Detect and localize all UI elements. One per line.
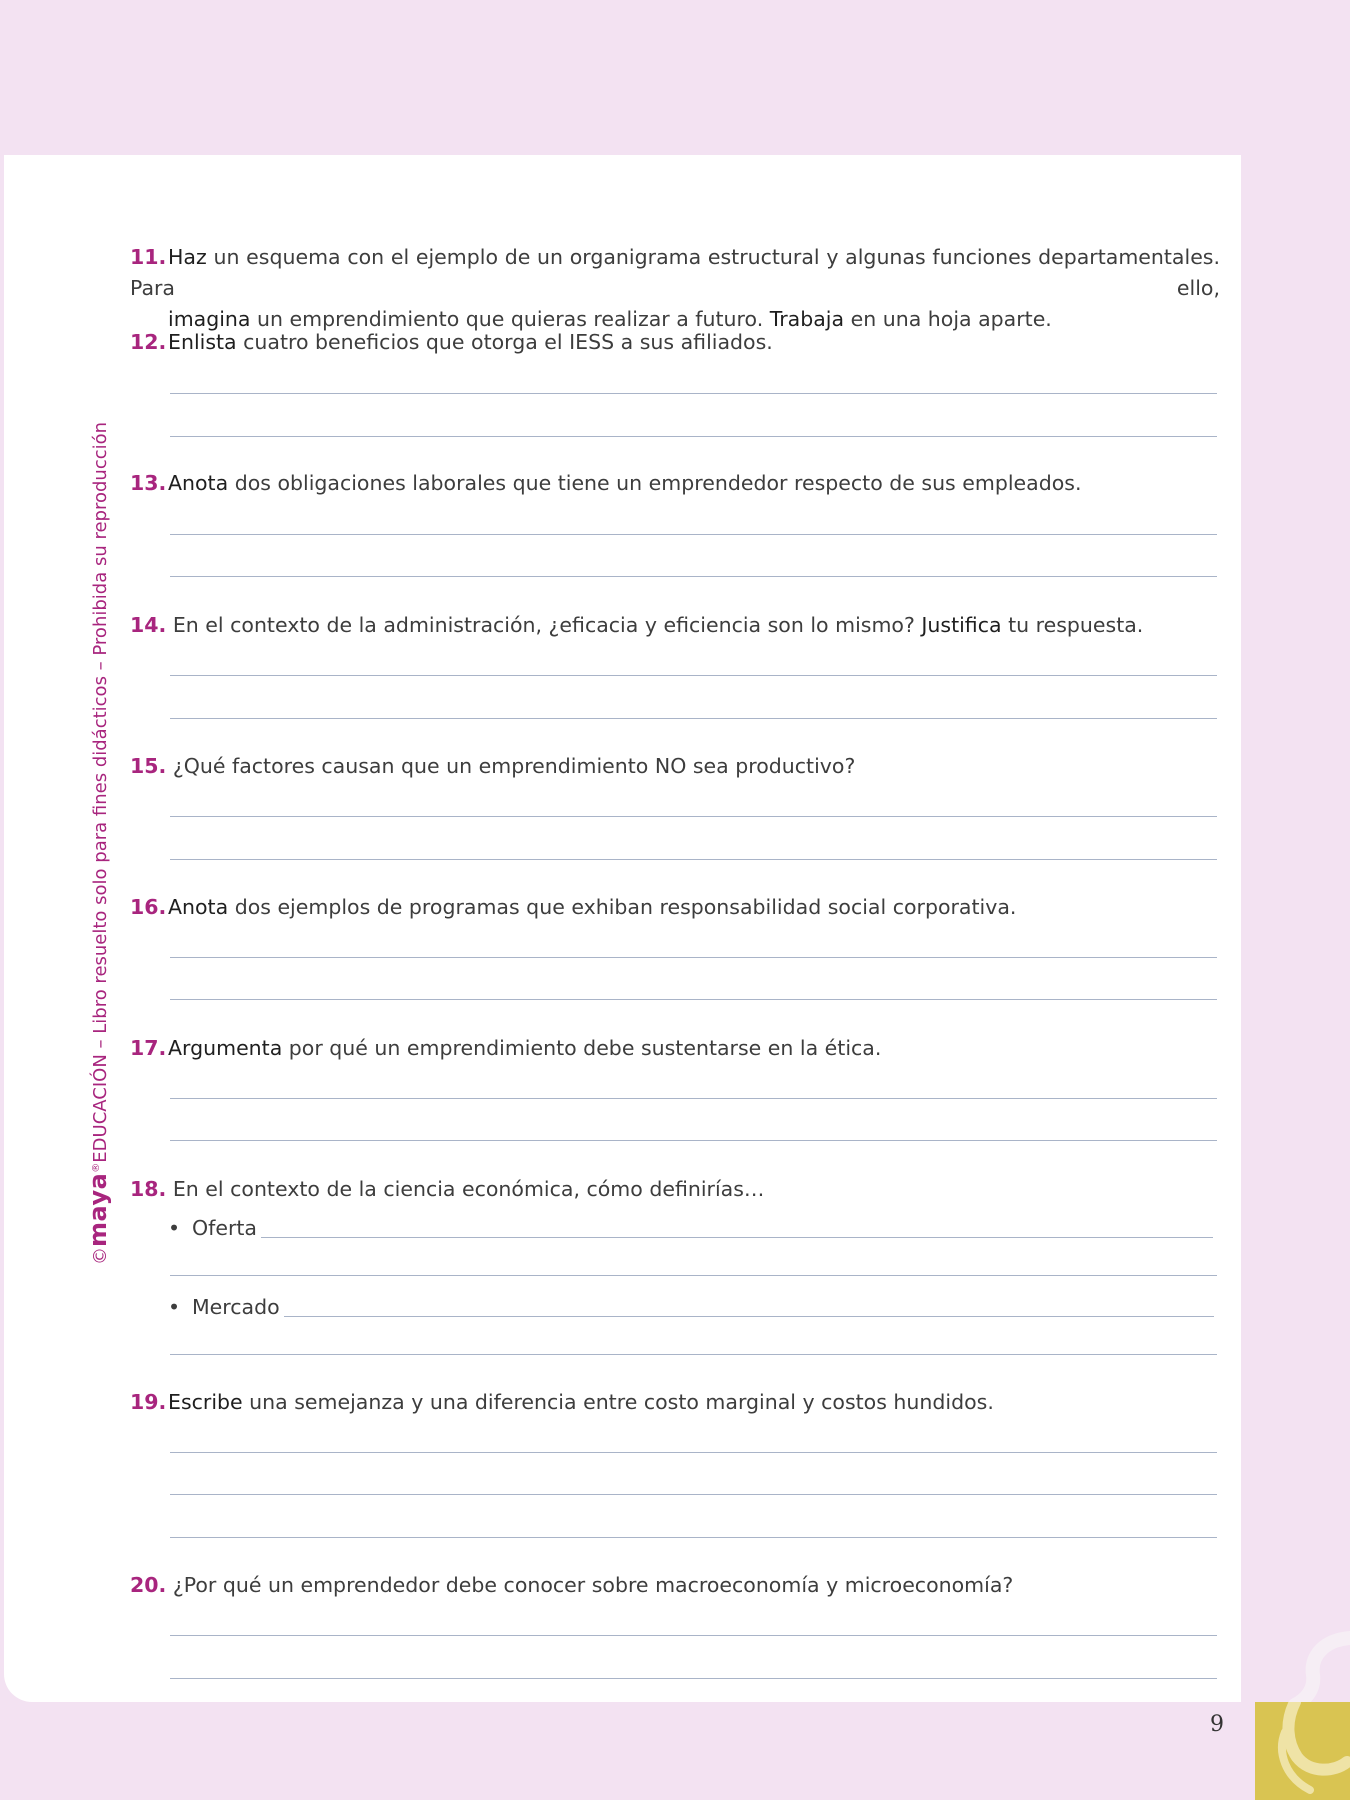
swirl-decoration-icon: [1255, 1630, 1350, 1705]
answer-line[interactable]: [170, 534, 1217, 535]
question-15: [130, 751, 1220, 782]
question-number: 15.: [130, 754, 167, 778]
answer-line[interactable]: [170, 436, 1217, 437]
action-verb: Justifica: [921, 613, 1002, 637]
bullet-label: Oferta: [192, 1216, 257, 1240]
bullet-item-mercado: [168, 1295, 280, 1319]
brand-logo: maya: [84, 1172, 112, 1247]
question-text: una semejanza y una diferencia entre costo marginal y costos hundidos.: [242, 1390, 994, 1414]
question-20: [130, 1570, 1220, 1601]
page-number: 9: [1210, 1712, 1224, 1737]
question-text: ¿Qué factores causan que un emprendimiento NO sea productivo?: [166, 754, 856, 778]
question-11: [130, 242, 1220, 335]
question-number: 13.: [130, 471, 167, 495]
question-14: [130, 610, 1220, 641]
answer-line[interactable]: [170, 859, 1217, 860]
answer-line[interactable]: [170, 1452, 1217, 1453]
question-number: 11.: [130, 245, 167, 269]
question-text: por qué un emprendimiento debe sustentarse en la ética.: [282, 1036, 882, 1060]
question-12: [130, 327, 1220, 358]
question-text: dos obligaciones laborales que tiene un emprendedor respecto de sus empleados.: [228, 471, 1082, 495]
registered-mark: ®: [91, 1162, 102, 1173]
answer-line[interactable]: [170, 816, 1217, 817]
action-verb: Enlista: [168, 330, 237, 354]
question-text: En el contexto de la ciencia económica, cómo definirías…: [166, 1177, 765, 1201]
question-number: 12.: [130, 330, 167, 354]
answer-line[interactable]: [170, 1537, 1217, 1538]
action-verb: Argumenta: [168, 1036, 283, 1060]
action-verb: imagina: [168, 307, 251, 331]
question-number: 17.: [130, 1036, 167, 1060]
question-text: cuatro beneficios que otorga el IESS a sus afiliados.: [236, 330, 773, 354]
question-number: 14.: [130, 613, 167, 637]
question-number: 16.: [130, 895, 167, 919]
bullet-item-oferta: [168, 1216, 257, 1240]
answer-line[interactable]: [170, 957, 1217, 958]
question-16: [130, 892, 1220, 923]
answer-line[interactable]: [170, 1140, 1217, 1141]
question-text: un esquema con el ejemplo de un organigrama estructural y algunas funciones departamentales. Para ello,: [130, 245, 1220, 300]
question-number: 18.: [130, 1177, 167, 1201]
action-verb: Escribe: [168, 1390, 243, 1414]
action-verb: Trabaja: [769, 307, 845, 331]
action-verb: Haz: [168, 245, 207, 269]
question-19: [130, 1387, 1220, 1418]
answer-line[interactable]: [261, 1237, 1213, 1238]
action-verb: Anota: [168, 471, 229, 495]
question-text: dos ejemplos de programas que exhiban responsabilidad social corporativa.: [228, 895, 1017, 919]
answer-line[interactable]: [170, 718, 1217, 719]
bullet-label: Mercado: [192, 1295, 280, 1319]
answer-line[interactable]: [170, 576, 1217, 577]
answer-line[interactable]: [170, 1354, 1217, 1355]
question-13: [130, 468, 1220, 499]
question-text: En el contexto de la administración, ¿eficacia y eficiencia son lo mismo?: [166, 613, 922, 637]
bullet-icon: •: [168, 1216, 181, 1240]
page-sheet: [4, 155, 1241, 1702]
copyright-symbol: ©: [90, 1247, 111, 1265]
question-number: 20.: [130, 1573, 167, 1597]
question-text: en una hoja aparte.: [844, 307, 1052, 331]
question-text: ¿Por qué un emprendedor debe conocer sobre macroeconomía y microeconomía?: [166, 1573, 1014, 1597]
question-text: tu respuesta.: [1001, 613, 1144, 637]
question-number: 19.: [130, 1390, 167, 1414]
answer-line[interactable]: [170, 1678, 1217, 1679]
corner-tab: [1255, 1702, 1350, 1800]
action-verb: Anota: [168, 895, 229, 919]
swirl-icon: [1255, 1702, 1350, 1800]
question-17: [130, 1033, 1220, 1064]
answer-line[interactable]: [170, 1635, 1217, 1636]
answer-line[interactable]: [284, 1316, 1214, 1317]
answer-line[interactable]: [170, 1275, 1217, 1276]
answer-line[interactable]: [170, 675, 1217, 676]
answer-line[interactable]: [170, 999, 1217, 1000]
answer-line[interactable]: [170, 1098, 1217, 1099]
answer-line[interactable]: [170, 393, 1217, 394]
bullet-icon: •: [168, 1295, 181, 1319]
question-18: [130, 1174, 1220, 1205]
copyright-note: [84, 421, 112, 1265]
question-text: un emprendimiento que quieras realizar a futuro.: [250, 307, 770, 331]
copyright-text: EDUCACIÓN – Libro resuelto solo para fines didácticos – Prohibida su reproducción: [90, 421, 111, 1163]
answer-line[interactable]: [170, 1494, 1217, 1495]
